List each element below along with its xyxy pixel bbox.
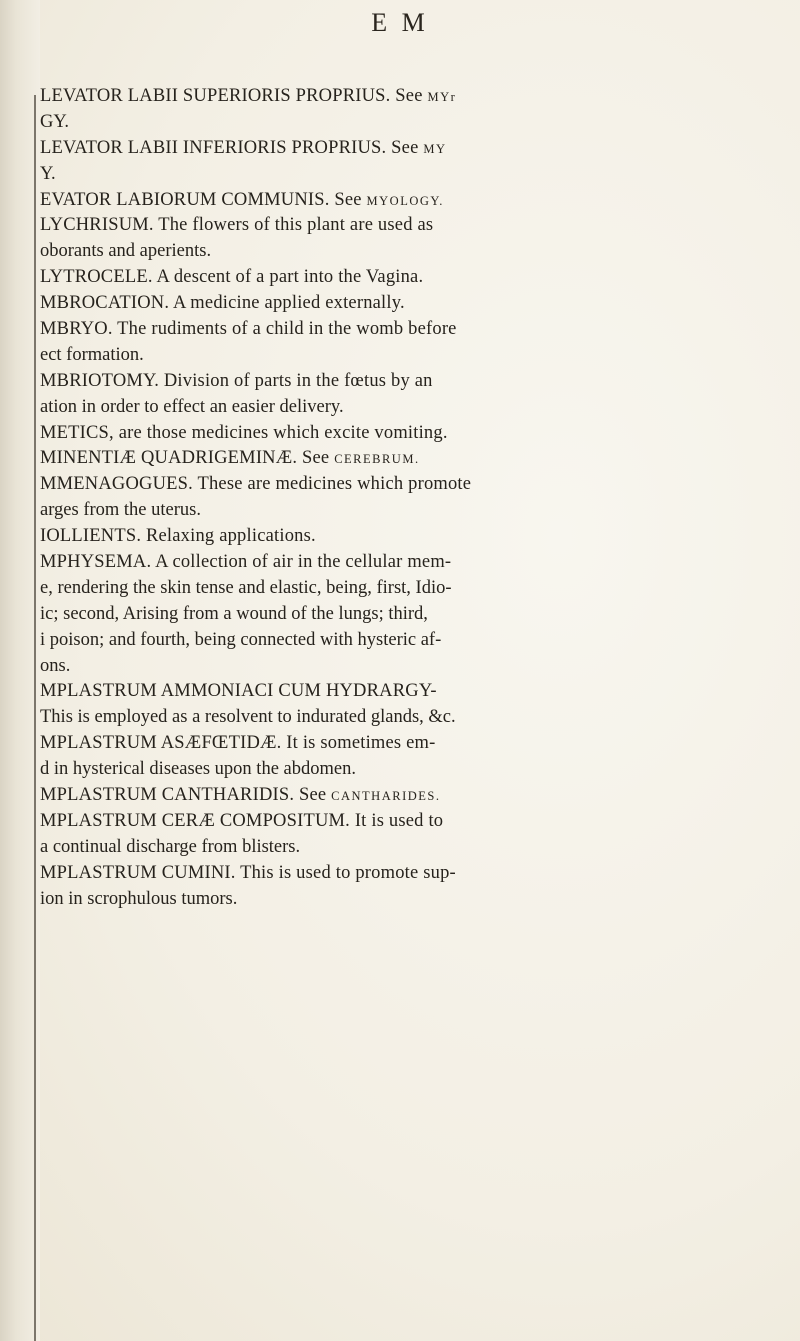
entry-continuation-line [40,576,760,602]
line-text: EVATOR LABIORUM COMMUNIS. See [40,189,362,210]
cross-reference: MYr [427,90,457,104]
line-text: IOLLIENTS. Relaxing applications. [40,526,316,547]
line-text: This is employed as a resolvent to indurated glands, &c. [40,707,456,728]
entry-continuation-line [40,654,760,680]
line-text: Y. [40,163,56,184]
line-text: METICS, are those medicines which excite vomiting. [40,422,448,443]
line-text: MINENTIÆ QUADRIGEMINÆ. See [40,448,330,469]
entry-headword-line [40,136,760,162]
cross-reference: MYOLOGY. [366,193,444,208]
line-text: ect formation. [40,344,144,365]
entry-headword-line [40,861,760,887]
line-text: ic; second, Arising from a wound of the lungs; third, [40,603,428,624]
entry-continuation-line [40,395,760,421]
line-text: MPLASTRUM CUMINI. This is used to promote sup- [40,862,456,883]
page-header: E M [371,8,429,37]
line-text: ion in scrophulous tumors. [40,888,238,909]
gutter-edge-line [34,95,36,1341]
line-text: MPLASTRUM CANTHARIDIS. See [40,785,327,806]
entry-headword-line [40,84,760,110]
line-text: i poison; and fourth, being connected with hysteric af- [40,629,442,650]
line-text: LEVATOR LABII SUPERIORIS PROPRIUS. See [40,86,423,106]
entry-headword-line [40,446,760,472]
entry-continuation-line [40,887,760,913]
line-text: MBRYO. The rudiments of a child in the womb before [40,319,457,340]
line-text: e, rendering the skin tense and elastic, being, first, Idio- [40,577,452,598]
line-text: oborants and aperients. [40,241,212,262]
entry-headword-line [40,369,760,395]
cross-reference: MY [423,141,447,156]
entry-continuation-line [40,602,760,628]
entry-headword-line [40,783,760,809]
entry-headword-line [40,731,760,757]
entry-headword-line [40,679,760,705]
entry-headword-line [40,524,760,550]
entry-continuation-line [40,835,760,861]
line-text: arges from the uterus. [40,500,201,521]
line-text: GY. [40,111,69,132]
line-text: MPHYSEMA. A collection of air in the cellular mem- [40,552,452,573]
entry-headword-line [40,472,760,498]
line-text: MMENAGOGUES. These are medicines which promote [40,474,472,495]
entry-continuation-line [40,343,760,369]
entry-headword-line [40,550,760,576]
line-text: a continual discharge from blisters. [40,836,301,857]
line-text: MPLASTRUM AMMONIACI CUM HYDRARGY- [40,681,437,702]
cross-reference: CEREBRUM. [334,452,420,467]
entry-headword-line [40,265,760,291]
line-text: LEVATOR LABII INFERIORIS PROPRIUS. See [40,137,419,158]
line-text: MBROCATION. A medicine applied externally. [40,293,405,314]
entry-continuation-line [40,162,760,188]
line-text: d in hysterical diseases upon the abdomen. [40,759,356,780]
dictionary-entries [40,84,760,913]
entry-headword-line [40,421,760,447]
cross-reference: CANTHARIDES. [331,789,441,804]
line-text: LYCHRISUM. The flowers of this plant are used as [40,215,434,236]
entry-continuation-line [40,498,760,524]
entry-headword-line [40,317,760,343]
entry-continuation-line [40,628,760,654]
line-text: MBRIOTOMY. Division of parts in the fœtus by an [40,370,433,391]
entry-continuation-line [40,757,760,783]
entry-headword-line [40,188,760,214]
entry-headword-line [40,213,760,239]
entry-continuation-line [40,110,760,136]
line-text: ons. [40,655,71,676]
line-text: LYTROCELE. A descent of a part into the Vagina. [40,267,424,288]
line-text: MPLASTRUM ASÆFŒTIDÆ. It is sometimes em- [40,733,436,754]
line-text: ation in order to effect an easier delivery. [40,396,344,417]
entry-headword-line [40,291,760,317]
entry-continuation-line [40,239,760,265]
entry-headword-line [40,809,760,835]
line-text: MPLASTRUM CERÆ COMPOSITUM. It is used to [40,810,444,831]
entry-continuation-line [40,705,760,731]
